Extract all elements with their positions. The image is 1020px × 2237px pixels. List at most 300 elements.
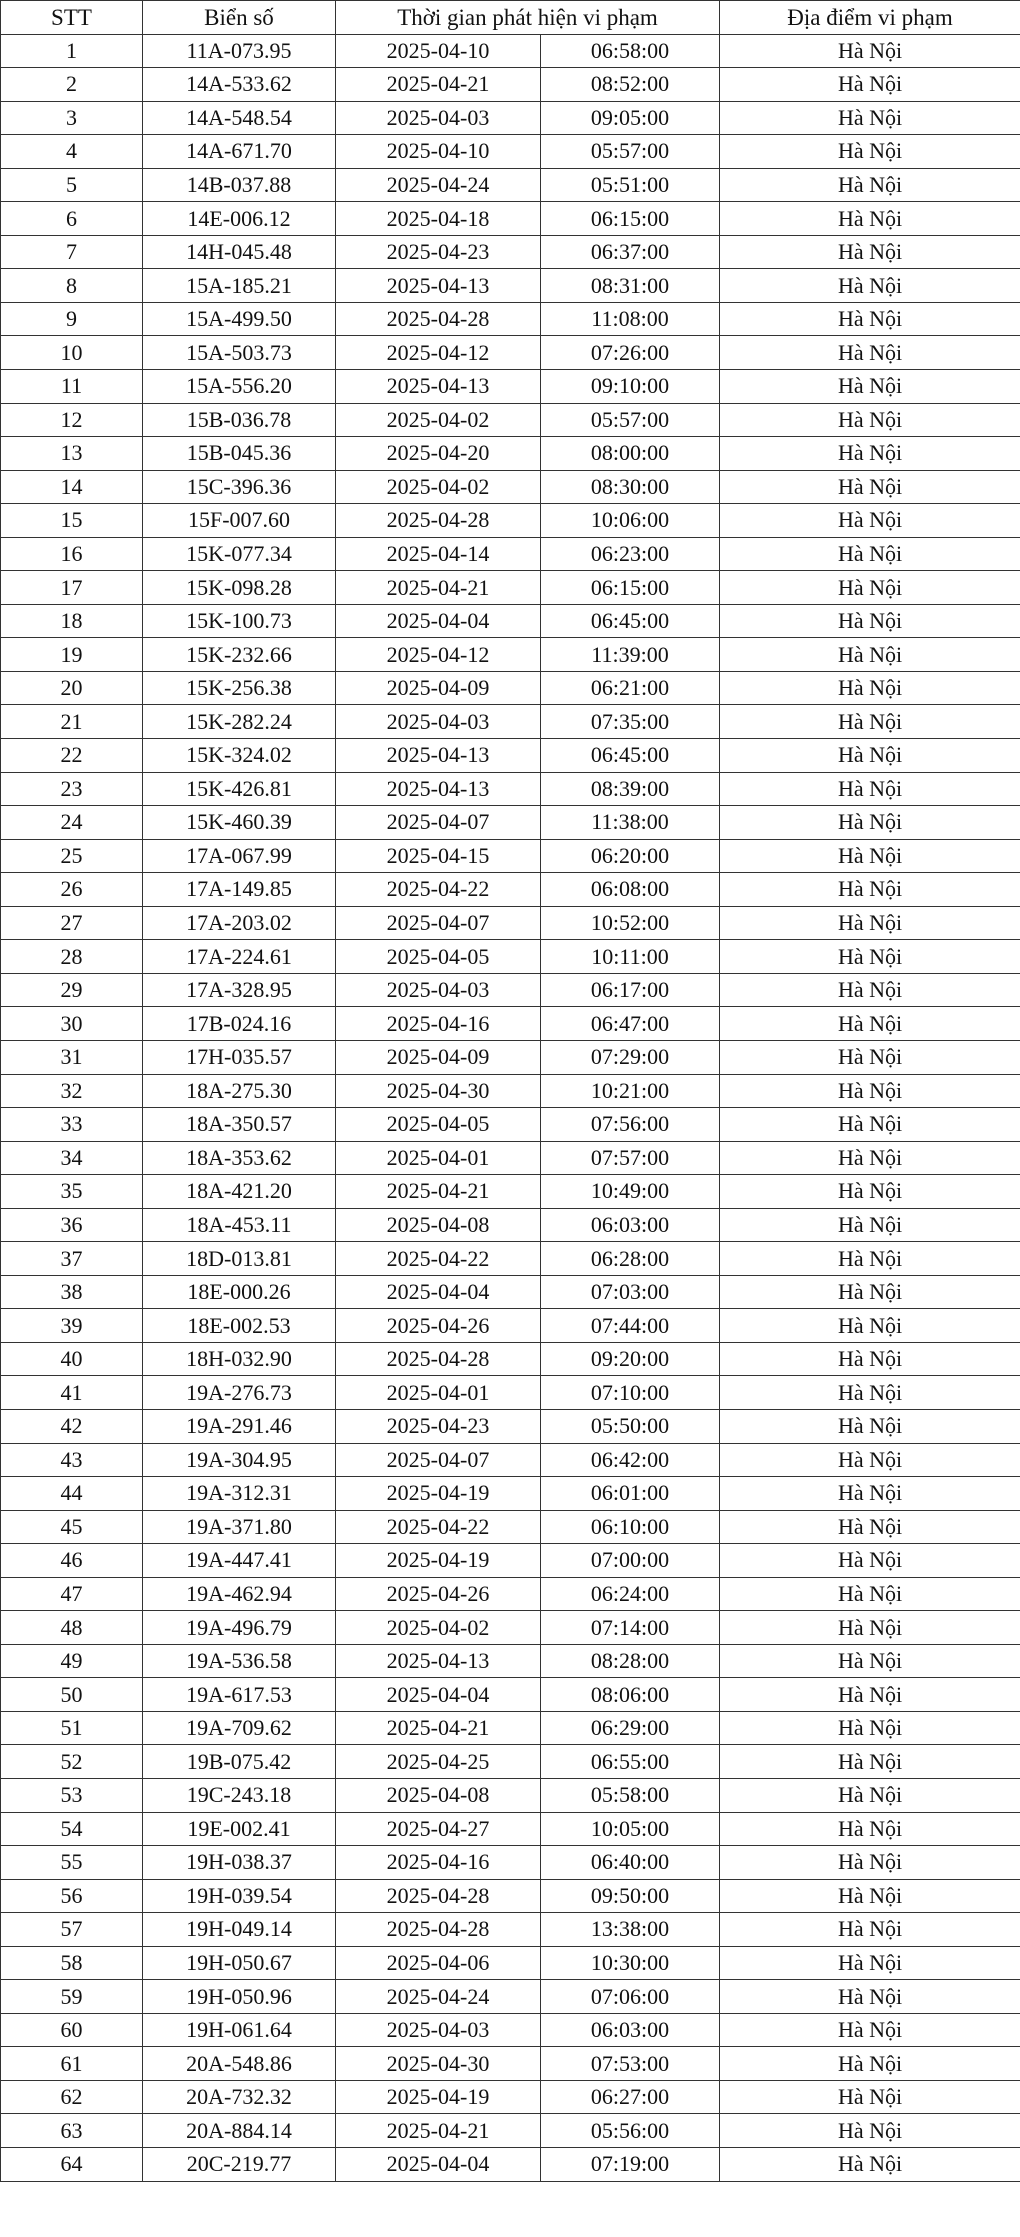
cell-date: 2025-04-21 <box>336 1711 541 1745</box>
cell-time: 11:08:00 <box>541 302 720 336</box>
cell-stt: 29 <box>1 973 143 1007</box>
cell-plate: 19A-447.41 <box>143 1544 336 1578</box>
cell-date: 2025-04-08 <box>336 1778 541 1812</box>
table-row <box>1 68 1020 102</box>
cell-time: 09:05:00 <box>541 101 720 135</box>
cell-stt: 7 <box>1 235 143 269</box>
cell-location: Hà Nội <box>720 1242 1020 1276</box>
table-body <box>1 34 1020 2181</box>
table-row <box>1 806 1020 840</box>
cell-location: Hà Nội <box>720 638 1020 672</box>
cell-location: Hà Nội <box>720 1644 1020 1678</box>
cell-location: Hà Nội <box>720 1376 1020 1410</box>
cell-date: 2025-04-07 <box>336 1443 541 1477</box>
cell-plate: 19A-304.95 <box>143 1443 336 1477</box>
cell-date: 2025-04-03 <box>336 2013 541 2047</box>
cell-plate: 14B-037.88 <box>143 168 336 202</box>
cell-location: Hà Nội <box>720 269 1020 303</box>
cell-date: 2025-04-15 <box>336 839 541 873</box>
cell-time: 06:28:00 <box>541 1242 720 1276</box>
cell-stt: 50 <box>1 1678 143 1712</box>
cell-stt: 8 <box>1 269 143 303</box>
cell-stt: 17 <box>1 571 143 605</box>
cell-time: 08:31:00 <box>541 269 720 303</box>
table-row <box>1 1644 1020 1678</box>
cell-location: Hà Nội <box>720 1913 1020 1947</box>
cell-date: 2025-04-26 <box>336 1309 541 1343</box>
cell-plate: 20A-732.32 <box>143 2080 336 2114</box>
cell-plate: 19H-050.96 <box>143 1980 336 2014</box>
table-row <box>1 1309 1020 1343</box>
cell-location: Hà Nội <box>720 1879 1020 1913</box>
table-row <box>1 1275 1020 1309</box>
cell-time: 07:35:00 <box>541 705 720 739</box>
cell-time: 06:08:00 <box>541 873 720 907</box>
table-row <box>1 1007 1020 1041</box>
cell-plate: 18D-013.81 <box>143 1242 336 1276</box>
cell-plate: 19H-049.14 <box>143 1913 336 1947</box>
cell-location: Hà Nội <box>720 1275 1020 1309</box>
cell-time: 05:50:00 <box>541 1409 720 1443</box>
cell-time: 05:57:00 <box>541 403 720 437</box>
cell-stt: 42 <box>1 1409 143 1443</box>
cell-time: 05:51:00 <box>541 168 720 202</box>
cell-date: 2025-04-19 <box>336 1477 541 1511</box>
cell-date: 2025-04-24 <box>336 168 541 202</box>
cell-date: 2025-04-04 <box>336 1678 541 1712</box>
cell-date: 2025-04-16 <box>336 1846 541 1880</box>
cell-location: Hà Nội <box>720 671 1020 705</box>
cell-date: 2025-04-27 <box>336 1812 541 1846</box>
cell-date: 2025-04-24 <box>336 1980 541 2014</box>
cell-plate: 17A-067.99 <box>143 839 336 873</box>
cell-location: Hà Nội <box>720 973 1020 1007</box>
cell-date: 2025-04-21 <box>336 68 541 102</box>
cell-plate: 17B-024.16 <box>143 1007 336 1041</box>
table-row <box>1 571 1020 605</box>
cell-date: 2025-04-03 <box>336 973 541 1007</box>
cell-plate: 17A-328.95 <box>143 973 336 1007</box>
cell-stt: 56 <box>1 1879 143 1913</box>
cell-location: Hà Nội <box>720 1544 1020 1578</box>
cell-location: Hà Nội <box>720 1980 1020 2014</box>
cell-date: 2025-04-19 <box>336 1544 541 1578</box>
cell-time: 07:06:00 <box>541 1980 720 2014</box>
table-row <box>1 671 1020 705</box>
cell-stt: 10 <box>1 336 143 370</box>
cell-stt: 44 <box>1 1477 143 1511</box>
cell-plate: 18E-002.53 <box>143 1309 336 1343</box>
table-row <box>1 302 1020 336</box>
table-row <box>1 1711 1020 1745</box>
table-row <box>1 1778 1020 1812</box>
cell-plate: 18A-453.11 <box>143 1208 336 1242</box>
table-row <box>1 1208 1020 1242</box>
cell-location: Hà Nội <box>720 571 1020 605</box>
cell-date: 2025-04-03 <box>336 101 541 135</box>
cell-location: Hà Nội <box>720 2080 1020 2114</box>
cell-time: 05:57:00 <box>541 135 720 169</box>
cell-date: 2025-04-19 <box>336 2080 541 2114</box>
cell-time: 10:21:00 <box>541 1074 720 1108</box>
cell-plate: 18A-421.20 <box>143 1175 336 1209</box>
cell-location: Hà Nội <box>720 1510 1020 1544</box>
table-row <box>1 1879 1020 1913</box>
cell-location: Hà Nội <box>720 168 1020 202</box>
table-row <box>1 202 1020 236</box>
cell-location: Hà Nội <box>720 336 1020 370</box>
cell-time: 09:20:00 <box>541 1342 720 1376</box>
cell-location: Hà Nội <box>720 2114 1020 2148</box>
cell-location: Hà Nội <box>720 135 1020 169</box>
cell-location: Hà Nội <box>720 1007 1020 1041</box>
cell-plate: 14E-006.12 <box>143 202 336 236</box>
cell-time: 06:29:00 <box>541 1711 720 1745</box>
cell-stt: 1 <box>1 34 143 68</box>
table-row <box>1 1477 1020 1511</box>
cell-stt: 15 <box>1 504 143 538</box>
cell-date: 2025-04-13 <box>336 1644 541 1678</box>
cell-plate: 15C-396.36 <box>143 470 336 504</box>
cell-time: 07:56:00 <box>541 1108 720 1142</box>
cell-location: Hà Nội <box>720 873 1020 907</box>
cell-time: 05:56:00 <box>541 2114 720 2148</box>
cell-date: 2025-04-09 <box>336 1040 541 1074</box>
cell-time: 06:42:00 <box>541 1443 720 1477</box>
cell-stt: 14 <box>1 470 143 504</box>
cell-location: Hà Nội <box>720 370 1020 404</box>
table-row <box>1 1342 1020 1376</box>
cell-date: 2025-04-28 <box>336 1913 541 1947</box>
cell-plate: 15A-556.20 <box>143 370 336 404</box>
table-row <box>1 403 1020 437</box>
cell-stt: 23 <box>1 772 143 806</box>
table-row <box>1 269 1020 303</box>
cell-plate: 15K-460.39 <box>143 806 336 840</box>
table-row <box>1 2047 1020 2081</box>
cell-plate: 18A-275.30 <box>143 1074 336 1108</box>
table-row <box>1 101 1020 135</box>
table-row <box>1 1913 1020 1947</box>
cell-plate: 19A-312.31 <box>143 1477 336 1511</box>
table-row <box>1 1074 1020 1108</box>
cell-time: 10:05:00 <box>541 1812 720 1846</box>
cell-location: Hà Nội <box>720 772 1020 806</box>
cell-date: 2025-04-05 <box>336 1108 541 1142</box>
cell-time: 08:39:00 <box>541 772 720 806</box>
header-plate: Biển số <box>143 1 336 35</box>
cell-stt: 63 <box>1 2114 143 2148</box>
cell-plate: 14H-045.48 <box>143 235 336 269</box>
cell-plate: 15K-324.02 <box>143 739 336 773</box>
cell-location: Hà Nội <box>720 1946 1020 1980</box>
cell-plate: 15K-256.38 <box>143 671 336 705</box>
cell-date: 2025-04-22 <box>336 1242 541 1276</box>
cell-stt: 60 <box>1 2013 143 2047</box>
cell-plate: 15K-282.24 <box>143 705 336 739</box>
cell-time: 06:55:00 <box>541 1745 720 1779</box>
cell-stt: 34 <box>1 1141 143 1175</box>
cell-stt: 19 <box>1 638 143 672</box>
cell-location: Hà Nội <box>720 940 1020 974</box>
table-row <box>1 34 1020 68</box>
table-row <box>1 235 1020 269</box>
cell-time: 07:00:00 <box>541 1544 720 1578</box>
header-location: Địa điểm vi phạm <box>720 1 1020 35</box>
cell-date: 2025-04-16 <box>336 1007 541 1041</box>
cell-time: 11:38:00 <box>541 806 720 840</box>
table-row <box>1 940 1020 974</box>
cell-stt: 43 <box>1 1443 143 1477</box>
header-row <box>1 1 1020 35</box>
cell-time: 06:03:00 <box>541 2013 720 2047</box>
cell-time: 06:01:00 <box>541 1477 720 1511</box>
cell-stt: 51 <box>1 1711 143 1745</box>
cell-date: 2025-04-07 <box>336 906 541 940</box>
cell-stt: 45 <box>1 1510 143 1544</box>
cell-location: Hà Nội <box>720 1577 1020 1611</box>
cell-stt: 58 <box>1 1946 143 1980</box>
table-row <box>1 437 1020 471</box>
cell-location: Hà Nội <box>720 2013 1020 2047</box>
cell-stt: 62 <box>1 2080 143 2114</box>
cell-date: 2025-04-20 <box>336 437 541 471</box>
table-row <box>1 537 1020 571</box>
cell-stt: 52 <box>1 1745 143 1779</box>
cell-location: Hà Nội <box>720 806 1020 840</box>
cell-plate: 20A-548.86 <box>143 2047 336 2081</box>
cell-location: Hà Nội <box>720 1108 1020 1142</box>
cell-plate: 17A-203.02 <box>143 906 336 940</box>
cell-location: Hà Nội <box>720 1409 1020 1443</box>
cell-plate: 15A-503.73 <box>143 336 336 370</box>
cell-time: 07:44:00 <box>541 1309 720 1343</box>
cell-stt: 26 <box>1 873 143 907</box>
cell-date: 2025-04-02 <box>336 1611 541 1645</box>
table-row <box>1 2114 1020 2148</box>
cell-date: 2025-04-23 <box>336 1409 541 1443</box>
cell-plate: 15K-232.66 <box>143 638 336 672</box>
cell-location: Hà Nội <box>720 2148 1020 2182</box>
table-row <box>1 1544 1020 1578</box>
cell-date: 2025-04-26 <box>336 1577 541 1611</box>
cell-date: 2025-04-02 <box>336 403 541 437</box>
cell-date: 2025-04-13 <box>336 370 541 404</box>
cell-time: 10:49:00 <box>541 1175 720 1209</box>
cell-date: 2025-04-13 <box>336 772 541 806</box>
cell-time: 07:14:00 <box>541 1611 720 1645</box>
cell-location: Hà Nội <box>720 1074 1020 1108</box>
cell-location: Hà Nội <box>720 403 1020 437</box>
cell-date: 2025-04-22 <box>336 1510 541 1544</box>
cell-plate: 18H-032.90 <box>143 1342 336 1376</box>
cell-time: 09:50:00 <box>541 1879 720 1913</box>
cell-date: 2025-04-04 <box>336 604 541 638</box>
cell-time: 08:52:00 <box>541 68 720 102</box>
cell-plate: 18A-350.57 <box>143 1108 336 1142</box>
cell-stt: 32 <box>1 1074 143 1108</box>
cell-date: 2025-04-08 <box>336 1208 541 1242</box>
table-row <box>1 1108 1020 1142</box>
cell-stt: 21 <box>1 705 143 739</box>
cell-time: 07:26:00 <box>541 336 720 370</box>
cell-stt: 30 <box>1 1007 143 1041</box>
cell-plate: 19A-536.58 <box>143 1644 336 1678</box>
cell-date: 2025-04-01 <box>336 1376 541 1410</box>
table-row <box>1 504 1020 538</box>
cell-plate: 19H-050.67 <box>143 1946 336 1980</box>
cell-stt: 40 <box>1 1342 143 1376</box>
cell-date: 2025-04-10 <box>336 135 541 169</box>
cell-time: 06:23:00 <box>541 537 720 571</box>
cell-date: 2025-04-14 <box>336 537 541 571</box>
cell-time: 08:06:00 <box>541 1678 720 1712</box>
cell-date: 2025-04-12 <box>336 336 541 370</box>
cell-plate: 19A-462.94 <box>143 1577 336 1611</box>
cell-stt: 57 <box>1 1913 143 1947</box>
cell-date: 2025-04-21 <box>336 1175 541 1209</box>
table-row <box>1 1376 1020 1410</box>
cell-location: Hà Nội <box>720 1611 1020 1645</box>
cell-location: Hà Nội <box>720 302 1020 336</box>
cell-stt: 55 <box>1 1846 143 1880</box>
cell-time: 06:15:00 <box>541 571 720 605</box>
cell-plate: 15B-036.78 <box>143 403 336 437</box>
cell-stt: 48 <box>1 1611 143 1645</box>
cell-stt: 31 <box>1 1040 143 1074</box>
table-row <box>1 2080 1020 2114</box>
cell-time: 06:27:00 <box>541 2080 720 2114</box>
table-row <box>1 973 1020 1007</box>
cell-plate: 17H-035.57 <box>143 1040 336 1074</box>
cell-location: Hà Nội <box>720 537 1020 571</box>
cell-plate: 15A-499.50 <box>143 302 336 336</box>
cell-time: 06:03:00 <box>541 1208 720 1242</box>
cell-plate: 19C-243.18 <box>143 1778 336 1812</box>
cell-time: 10:30:00 <box>541 1946 720 1980</box>
cell-stt: 35 <box>1 1175 143 1209</box>
header-detection-time: Thời gian phát hiện vi phạm <box>336 1 720 35</box>
cell-stt: 41 <box>1 1376 143 1410</box>
cell-location: Hà Nội <box>720 68 1020 102</box>
cell-time: 06:24:00 <box>541 1577 720 1611</box>
table-row <box>1 1577 1020 1611</box>
cell-location: Hà Nội <box>720 739 1020 773</box>
cell-stt: 16 <box>1 537 143 571</box>
cell-date: 2025-04-25 <box>336 1745 541 1779</box>
cell-plate: 15K-098.28 <box>143 571 336 605</box>
cell-location: Hà Nội <box>720 202 1020 236</box>
cell-date: 2025-04-13 <box>336 269 541 303</box>
cell-stt: 9 <box>1 302 143 336</box>
cell-time: 08:00:00 <box>541 437 720 471</box>
cell-date: 2025-04-12 <box>336 638 541 672</box>
cell-plate: 14A-548.54 <box>143 101 336 135</box>
cell-stt: 27 <box>1 906 143 940</box>
cell-stt: 4 <box>1 135 143 169</box>
cell-location: Hà Nội <box>720 1846 1020 1880</box>
cell-location: Hà Nội <box>720 839 1020 873</box>
table-row <box>1 1175 1020 1209</box>
cell-time: 06:58:00 <box>541 34 720 68</box>
cell-date: 2025-04-03 <box>336 705 541 739</box>
cell-time: 06:45:00 <box>541 604 720 638</box>
cell-stt: 12 <box>1 403 143 437</box>
cell-location: Hà Nội <box>720 1040 1020 1074</box>
cell-plate: 19H-038.37 <box>143 1846 336 1880</box>
cell-stt: 2 <box>1 68 143 102</box>
table-row <box>1 1745 1020 1779</box>
cell-stt: 11 <box>1 370 143 404</box>
table-row <box>1 604 1020 638</box>
cell-time: 06:47:00 <box>541 1007 720 1041</box>
cell-time: 07:19:00 <box>541 2148 720 2182</box>
table-row <box>1 1980 1020 2014</box>
cell-stt: 22 <box>1 739 143 773</box>
cell-stt: 33 <box>1 1108 143 1142</box>
table-row <box>1 336 1020 370</box>
cell-stt: 59 <box>1 1980 143 2014</box>
cell-date: 2025-04-13 <box>336 739 541 773</box>
cell-plate: 20C-219.77 <box>143 2148 336 2182</box>
cell-time: 07:57:00 <box>541 1141 720 1175</box>
cell-location: Hà Nội <box>720 437 1020 471</box>
table-row <box>1 1946 1020 1980</box>
cell-date: 2025-04-07 <box>336 806 541 840</box>
cell-time: 07:03:00 <box>541 1275 720 1309</box>
cell-location: Hà Nội <box>720 1443 1020 1477</box>
cell-location: Hà Nội <box>720 504 1020 538</box>
cell-date: 2025-04-22 <box>336 873 541 907</box>
cell-time: 07:29:00 <box>541 1040 720 1074</box>
cell-stt: 61 <box>1 2047 143 2081</box>
cell-time: 08:28:00 <box>541 1644 720 1678</box>
table-row <box>1 1141 1020 1175</box>
cell-location: Hà Nội <box>720 1678 1020 1712</box>
table-row <box>1 1812 1020 1846</box>
cell-time: 06:37:00 <box>541 235 720 269</box>
cell-plate: 15F-007.60 <box>143 504 336 538</box>
cell-plate: 17A-149.85 <box>143 873 336 907</box>
cell-plate: 15A-185.21 <box>143 269 336 303</box>
cell-date: 2025-04-23 <box>336 235 541 269</box>
cell-stt: 18 <box>1 604 143 638</box>
cell-stt: 28 <box>1 940 143 974</box>
cell-plate: 19A-709.62 <box>143 1711 336 1745</box>
table-row <box>1 1510 1020 1544</box>
cell-plate: 19H-039.54 <box>143 1879 336 1913</box>
cell-plate: 19B-075.42 <box>143 1745 336 1779</box>
table-row <box>1 168 1020 202</box>
cell-plate: 15K-077.34 <box>143 537 336 571</box>
cell-date: 2025-04-04 <box>336 2148 541 2182</box>
cell-time: 09:10:00 <box>541 370 720 404</box>
cell-time: 07:53:00 <box>541 2047 720 2081</box>
table-row <box>1 638 1020 672</box>
cell-date: 2025-04-30 <box>336 2047 541 2081</box>
cell-date: 2025-04-18 <box>336 202 541 236</box>
cell-stt: 3 <box>1 101 143 135</box>
cell-location: Hà Nội <box>720 1141 1020 1175</box>
cell-plate: 18A-353.62 <box>143 1141 336 1175</box>
cell-stt: 49 <box>1 1644 143 1678</box>
cell-time: 06:40:00 <box>541 1846 720 1880</box>
cell-stt: 36 <box>1 1208 143 1242</box>
cell-time: 06:17:00 <box>541 973 720 1007</box>
table-row <box>1 1846 1020 1880</box>
table-row <box>1 470 1020 504</box>
cell-stt: 5 <box>1 168 143 202</box>
